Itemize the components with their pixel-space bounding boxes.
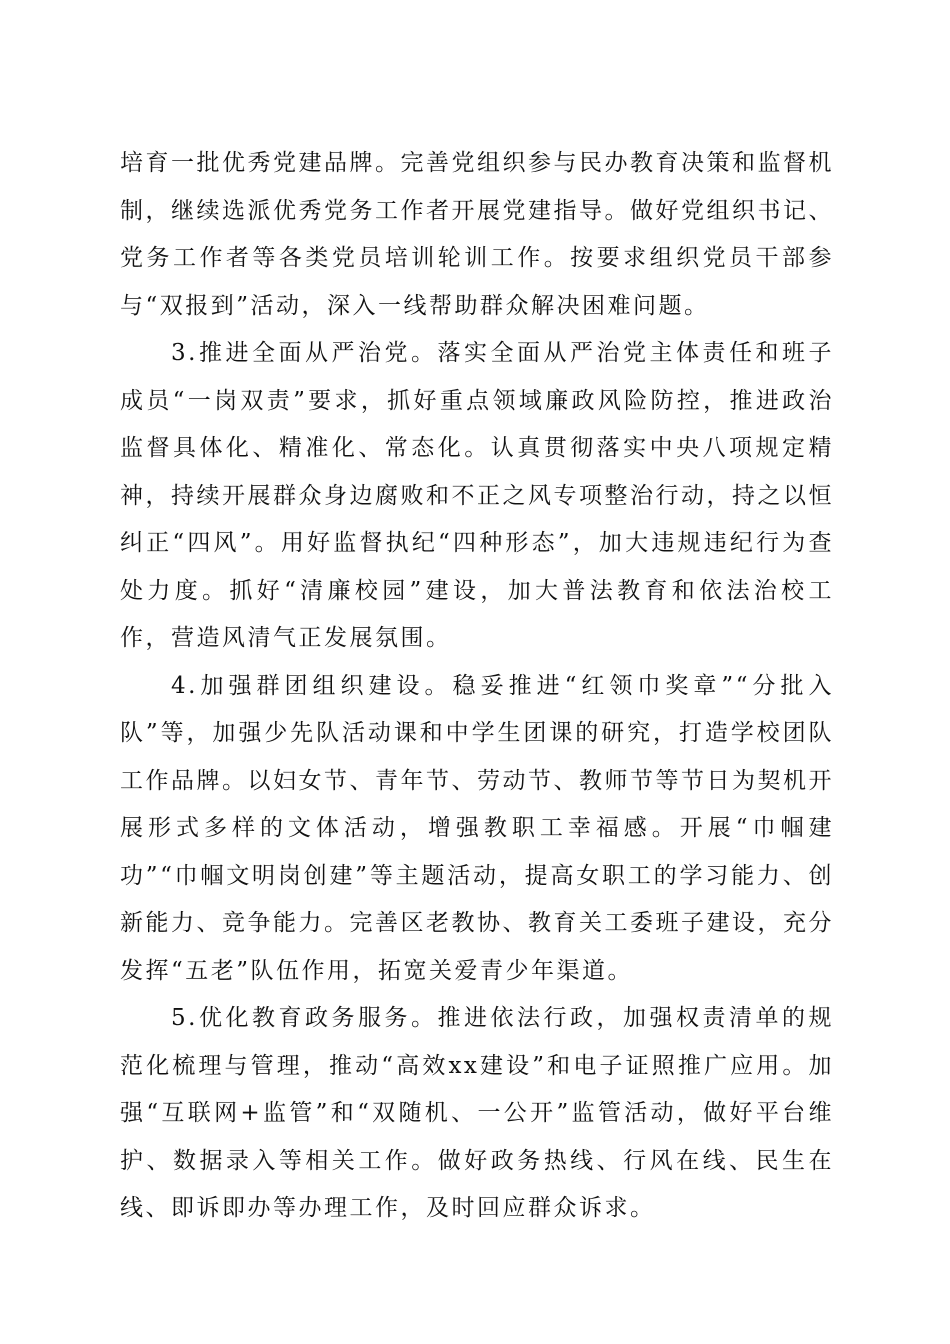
paragraph-party-brand: 培育一批优秀党建品牌。完善党组织参与民办教育决策和监督机制，继续选派优秀党务工作者开展党建指导。做好党组织书记、党务工作者等各类党员培训轮训工作。按要求组织党员干部参与“双报到”活动，深入一线帮助群众解决困难问题。: [120, 150, 834, 319]
paragraph-mass-organizations: 4.加强群团组织建设。稳妥推进“红领巾奖章”“分批入队”等，加强少先队活动课和中学生团课的研究，打造学校团队工作品牌。以妇女节、青年节、劳动节、教师节等节日为契机开展形式多样的文体活动，增强教职工幸福感。开展“巾帼建功”“巾帼文明岗创建”等主题活动，提高女职工的学习能力、创新能力、竞争能力。完善区老教协、教育关工委班子建设，充分发挥“五老”队伍作用，拓宽关爱青少年渠道。: [120, 672, 834, 984]
paragraph-government-services: 5.优化教育政务服务。推进依法行政，加强权责清单的规范化梳理与管理，推动“高效xx建设”和电子证照推广应用。加强“互联网+监管”和“双随机、一公开”监管活动，做好平台维护、数据录入等相关工作。做好政务热线、行风在线、民生在线、即诉即办等办理工作，及时回应群众诉求。: [120, 1005, 834, 1221]
paragraph-strict-governance: 3.推进全面从严治党。落实全面从严治党主体责任和班子成员“一岗双责”要求，抓好重点领域廉政风险防控，推进政治监督具体化、精准化、常态化。认真贯彻落实中央八项规定精神，持续开展群众身边腐败和不正之风专项整治行动，持之以恒纠正“四风”。用好监督执纪“四种形态”，加大违规违纪行为查处力度。抓好“清廉校园”建设，加大普法教育和依法治校工作，营造风清气正发展氛围。: [120, 340, 834, 651]
document-body: [120, 140, 834, 1233]
